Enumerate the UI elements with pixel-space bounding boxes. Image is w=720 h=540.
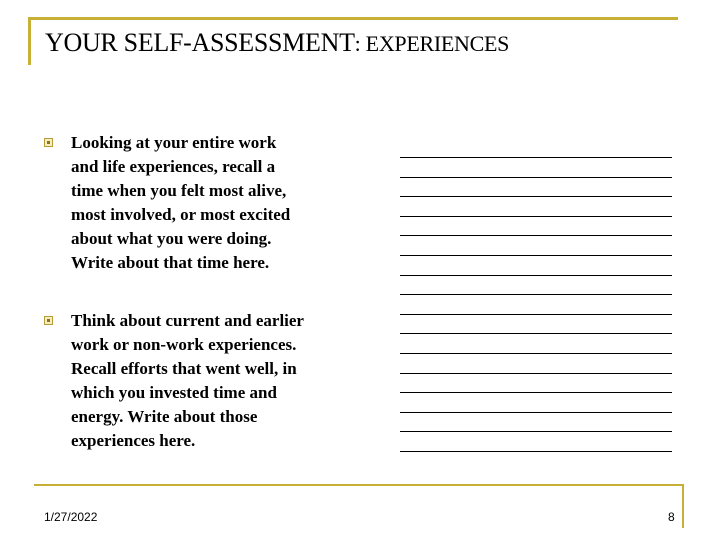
square-bullet-icon [44, 138, 53, 147]
writing-line [400, 275, 672, 276]
slide-title-tail: : EXPERIENCES [354, 31, 510, 56]
bullet-line: which you invested time and [71, 383, 277, 402]
square-bullet-icon [44, 316, 53, 325]
writing-line [400, 373, 672, 374]
bullet-line: time when you felt most alive, [71, 181, 287, 200]
writing-line [400, 392, 672, 393]
writing-line [400, 255, 672, 256]
writing-line [400, 431, 672, 432]
writing-line [400, 157, 672, 158]
bullet-line: most involved, or most excited [71, 205, 291, 224]
bullet-line: work or non-work experiences. [71, 335, 297, 354]
writing-line [400, 216, 672, 217]
writing-line [400, 235, 672, 236]
bullet-line: Recall efforts that went well, in [71, 359, 297, 378]
writing-line [400, 294, 672, 295]
bullet-line: energy. Write about those [71, 407, 258, 426]
writing-line [400, 196, 672, 197]
bullet-line: about what you were doing. [71, 229, 272, 248]
bullet-line: experiences here. [71, 431, 196, 450]
writing-line [400, 314, 672, 315]
frame-bottom-rule [34, 484, 684, 486]
frame-right-rule [682, 484, 684, 528]
frame-left-rule [28, 17, 31, 65]
bullet-item [71, 309, 411, 453]
writing-line [400, 451, 672, 452]
bullet-item [71, 131, 411, 275]
page-number: 8 [668, 510, 675, 524]
bullet-line: Looking at your entire work [71, 133, 277, 152]
writing-line [400, 177, 672, 178]
writing-line [400, 353, 672, 354]
bullet-line: Write about that time here. [71, 253, 270, 272]
writing-line [400, 333, 672, 334]
writing-line [400, 412, 672, 413]
slide-title-main: YOUR SELF-ASSESSMENT [45, 28, 355, 57]
bullet-line: and life experiences, recall a [71, 157, 276, 176]
bullet-line: Think about current and earlier [71, 311, 304, 330]
footer-date: 1/27/2022 [44, 510, 98, 524]
writing-lines-area [400, 0, 672, 540]
